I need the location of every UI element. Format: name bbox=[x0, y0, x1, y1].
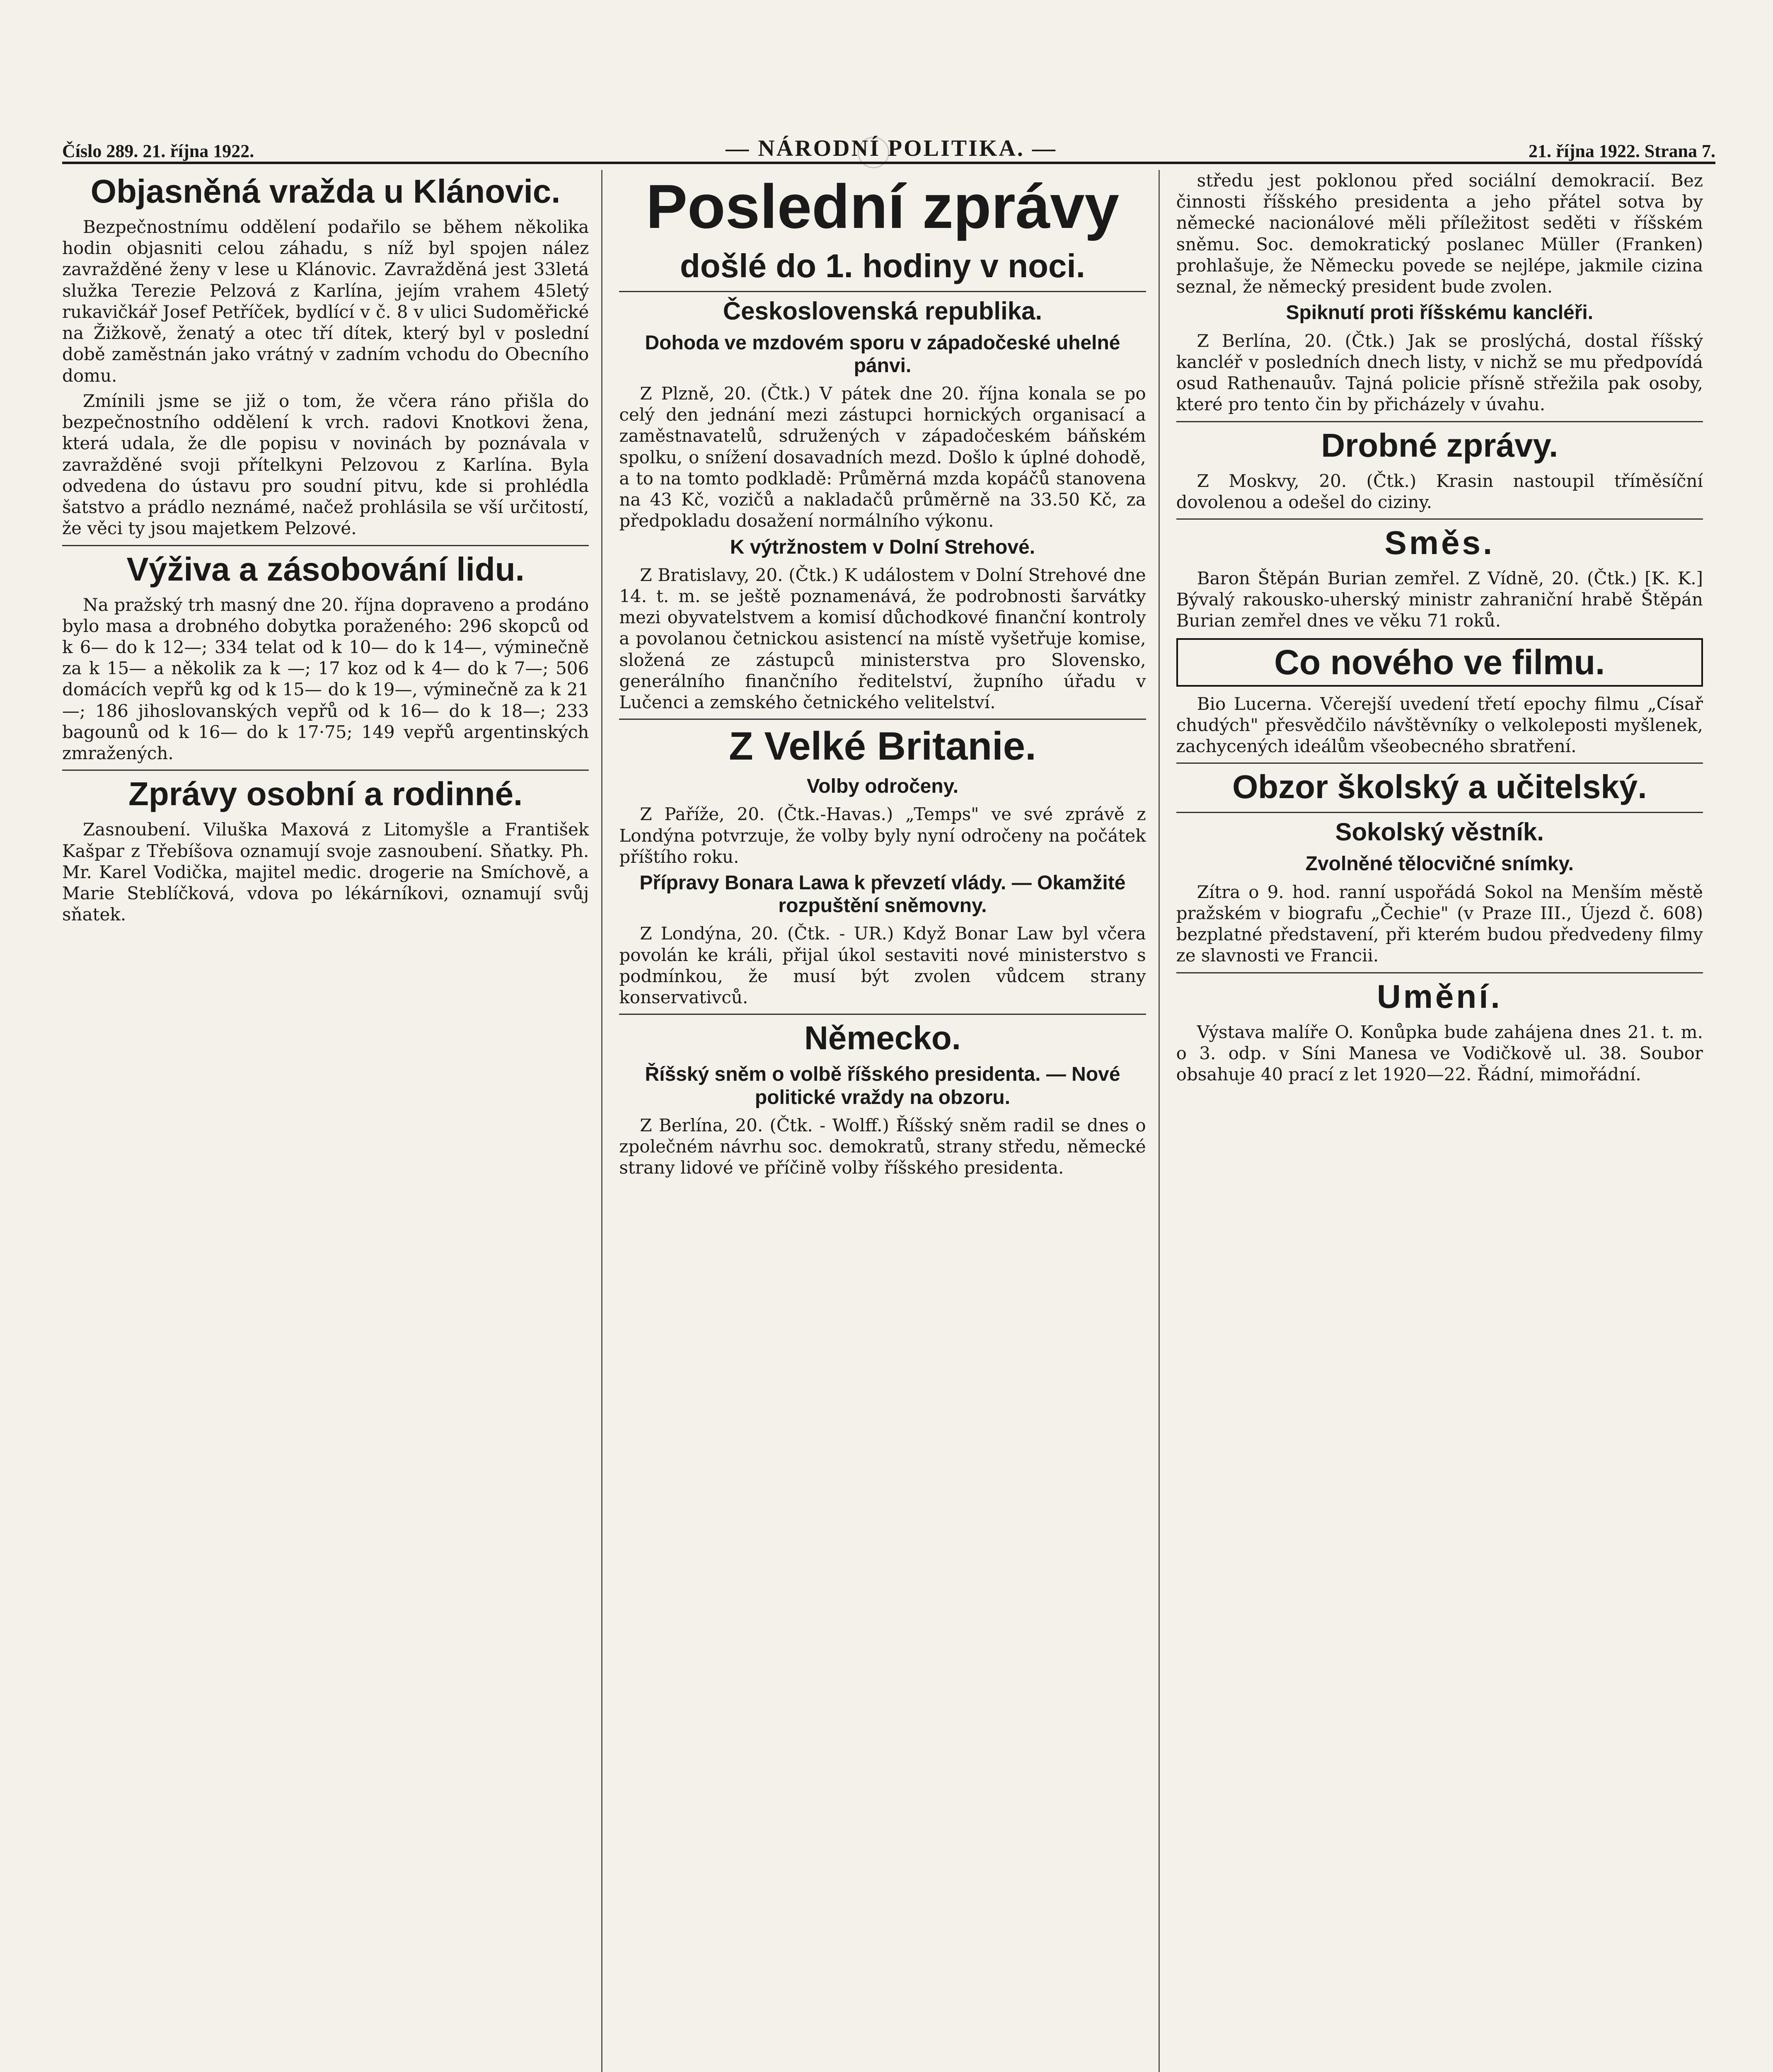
headline-posledni-zpravy: Poslední zprávy bbox=[646, 172, 1120, 241]
section-title: Směs. bbox=[1384, 524, 1495, 561]
article-text: Z Londýna, 20. (Čtk. - UR.) Když Bonar Law byl včera povolán ke králi, přijal úkol sestaviti nové ministerstvo s podmínkou, že musí být zvolen vůdcem strany konservativců. bbox=[619, 923, 1146, 1008]
newspaper-page bbox=[62, 124, 1715, 2072]
section-title: Drobné zprávy. bbox=[1321, 426, 1558, 464]
article-text: Zmínili jsme se již o tom, že včera ráno přišla do bezpečnostního oddělení k vrch. radovi Knotkovi žena, která udala, že dle popisu v novinách by poznávala v zavražděné svoji přítelkyni Pelzovou z Karlína. Byla odvedena do ústavu pro soudní pitvu, kde si prohlédla šatstvo a prádlo neznámé, načež prohlásila se vší určitostí, že věci ty jsou majetkem Pelzové. bbox=[62, 390, 589, 539]
section-title: Československá republika. bbox=[723, 297, 1043, 325]
article-text: Baron Štěpán Burian zemřel. Z Vídně, 20. (Čtk.) [K. K.] Bývalý rakousko-uherský ministr zahraniční hrabě Štěpán Burian zemřel dnes ve věku 71 roků. bbox=[1176, 568, 1703, 631]
article-text: Z Berlína, 20. (Čtk.) Jak se proslýchá, dostal říšský kancléř v posledních dnech listy, v nichž se mu předpovídá osud Rathenauův. Tajná policie přísně střežila pak osoby, které pro tento čin by přicházely v úvahu. bbox=[1176, 330, 1703, 415]
column-2 bbox=[619, 170, 1159, 2072]
subheadline: K výtržnostem v Dolní Strehové. bbox=[730, 536, 1035, 558]
headline-klanovice: Objasněná vražda u Klánovic. bbox=[90, 173, 561, 210]
article-text: Zasnoubení. Viluška Maxová z Litomyšle a František Kašpar z Třebíšova oznamují svoje zasnoubení. Sňatky. Ph. Mr. Karel Vodička, majitel medic. drogerie na Smíchově, a Marie Steblíčková, vdova po lékárníkovi, oznamují svůj sňatek. bbox=[62, 819, 589, 925]
article-text: Bezpečnostnímu oddělení podařilo se během několika hodin objasniti celou záhadu, s níž byl spojen nález zavražděné ženy v lese u Klánovic. Zavražděná jest 33letá služka Terezie Pelzová z Karlína, jejím vrahem 45letý rukavičkář Josef Petříček, bydlící v č. 8 v ulici Sudoměřické na Žižkově, ženatý a otec tří dítek, který byl v poslední době zaměstnán jako vrátný v zadním vchodu do Obecního domu. bbox=[62, 217, 589, 386]
masthead bbox=[62, 124, 1715, 164]
subheadline: Říšský sněm o volbě říšského presidenta. — Nové politické vraždy na obzoru. bbox=[645, 1063, 1120, 1109]
headline-vyziva: Výživa a zásobování lidu. bbox=[126, 550, 525, 588]
subheadline: Zvolněné tělocvičné snímky. bbox=[1305, 853, 1574, 875]
subheadline: Dohoda ve mzdovém sporu v západočeské uhelné pánvi. bbox=[645, 332, 1120, 377]
article-text: Bio Lucerna. Včerejší uvedení třetí epochy filmu „Císař chudých" přesvědčilo návštěvníky o velkoleposti myšlenek, zachycených ideálům všeobecného sbratření. bbox=[1176, 693, 1703, 757]
article-text: Výstava malíře O. Konůpka bude zahájena dnes 21. t. m. o 3. odp. v Síni Manesa ve Vodičkově ul. 38. Soubor obsahuje 40 prací z let 1920—22. Řádní, mimořádní. bbox=[1176, 1021, 1703, 1084]
article-text: Z Plzně, 20. (Čtk.) V pátek dne 20. října konala se po celý den jednání mezi zástupci hornických organisací a zaměstnavatelů, sdružených v západočeském báňském spolku, o snížení dosavadních mezd. Došlo k úplné dohodě, a to na tomto podkladě: Průměrná mzda kopáčů stanovena na 43 Kč, vozičů a nakladačů průměrně na 33.50 Kč, za předpokladu dosažení normálního výkonu. bbox=[619, 383, 1146, 531]
column-1 bbox=[62, 170, 602, 2072]
article-text: středu jest poklonou před sociální demokracií. Bez činnosti říšského presidenta a jeho přátel sotva by německé nacionálové měli příležitost seděti v říšském sněmu. Soc. demokratický poslanec Müller (Franken) prohlašuje, že Německu povede se nejlépe, jakmile cizina seznal, že německý president bude zvolen. bbox=[1176, 170, 1703, 297]
subheadline: došlé do 1. hodiny v noci. bbox=[680, 247, 1085, 284]
section-title-boxed: Co nového ve filmu. bbox=[1176, 638, 1703, 687]
article-text: Z Berlína, 20. (Čtk. - Wolff.) Říšský sněm radil se dnes o zpolečném návrhu soc. demokratů, strany středu, německé strany lidové ve příčině volby říšského presidenta. bbox=[619, 1115, 1146, 1178]
section-title: Sokolský věstník. bbox=[1335, 818, 1544, 846]
section-title: Obzor školský a učitelský. bbox=[1232, 768, 1647, 806]
article-text: Z Paříže, 20. (Čtk.-Havas.) „Temps" ve své zprávě z Londýna potvrzuje, že volby byly nyní odročeny na počátek příštího roku. bbox=[619, 804, 1146, 867]
section-title: Z Velké Britanie. bbox=[729, 724, 1036, 769]
subheadline: Volby odročeny. bbox=[806, 775, 959, 798]
issue-info: Číslo 289. 21. října 1922. bbox=[62, 141, 254, 161]
section-title: Umění. bbox=[1376, 978, 1502, 1015]
newspaper-title: — NÁRODNÍ POLITIKA. — bbox=[726, 136, 1057, 161]
headline-zpravy-osobni: Zprávy osobní a rodinné. bbox=[128, 775, 523, 813]
column-3 bbox=[1176, 170, 1715, 2072]
article-text: Z Bratislavy, 20. (Čtk.) K událostem v Dolní Strehové dne 14. t. m. se ještě poznamenává, že podrobnosti šarvátky mezi obyvatelstvem a komisí důchodkové finanční kontroly a povolanou četnickou asistencí na místě vyšetřuje komise, složená ze zástupců ministerstva pro Slovensko, generálního finančního ředitelství, župního úřadu v Lučenci a zemského četnického velitelství. bbox=[619, 564, 1146, 713]
article-text: Zítra o 9. hod. ranní uspořádá Sokol na Menším městě pražském v biografu „Čechie" (v Praze III., Újezd č. 608) bezplatné představení, při kterém budou předvedeny filmy ze slavnosti ve Francii. bbox=[1176, 881, 1703, 966]
article-text: Na pražský trh masný dne 20. října dopraveno a prodáno bylo masa a drobného dobytka poraženého: 296 skopců od k 6— do k 12—; 334 telat od k 10— do k 14—, výminečně za k 15— a několik za k —; 17 koz od k 4— do k 7—; 506 domácích vepřů kg od k 15— do k 19—, výminečně za k 21—; 186 jihoslovanských vepřů od k 16— do k 18—; 233 bagounů od k 16— do k 17·75; 149 vepřů argentinských zmražených. bbox=[62, 594, 589, 764]
page-info: 21. října 1922. Strana 7. bbox=[1528, 141, 1715, 161]
article-text: Z Moskvy, 20. (Čtk.) Krasin nastoupil tříměsíční dovolenou a odešel do ciziny. bbox=[1176, 470, 1703, 512]
section-title: Německo. bbox=[804, 1019, 961, 1057]
subheadline: Přípravy Bonara Lawa k převzetí vlády. — Okamžité rozpuštění sněmovny. bbox=[639, 872, 1126, 917]
subheadline: Spiknutí proti říšskému kancléři. bbox=[1286, 302, 1594, 324]
